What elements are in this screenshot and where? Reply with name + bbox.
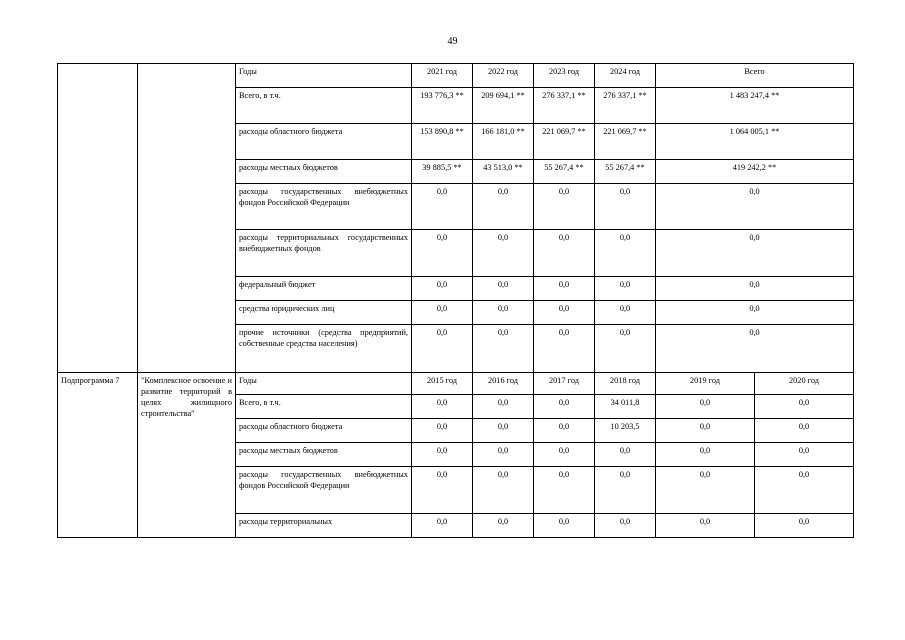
value-cell: 276 337,1 ** <box>595 88 656 124</box>
value-cell: 0,0 <box>656 443 755 467</box>
year-header: 2015 год <box>412 373 473 395</box>
total-cell: 0,0 <box>656 277 854 301</box>
value-cell: 0,0 <box>595 443 656 467</box>
row-label: расходы областного бюджета <box>236 419 412 443</box>
row-label: расходы областного бюджета <box>236 124 412 160</box>
value-cell: 0,0 <box>473 230 534 277</box>
value-cell: 0,0 <box>595 514 656 538</box>
value-cell: 0,0 <box>473 514 534 538</box>
value-cell: 193 776,3 ** <box>412 88 473 124</box>
value-cell: 55 267,4 ** <box>534 160 595 184</box>
year-header: 2019 год <box>656 373 755 395</box>
row-label: средства юридических лиц <box>236 301 412 325</box>
section-a-code-cell <box>58 64 138 373</box>
value-cell: 0,0 <box>755 467 854 514</box>
years-label: Годы <box>236 64 412 88</box>
value-cell: 0,0 <box>412 325 473 373</box>
funding-table <box>57 63 854 538</box>
years-label: Годы <box>236 373 412 395</box>
total-cell: 0,0 <box>656 184 854 230</box>
value-cell: 0,0 <box>473 443 534 467</box>
section-a-name-cell <box>138 64 236 373</box>
subprogram-code: Подпрограмма 7 <box>58 373 138 538</box>
value-cell: 0,0 <box>595 467 656 514</box>
value-cell: 276 337,1 ** <box>534 88 595 124</box>
value-cell: 43 513,0 ** <box>473 160 534 184</box>
value-cell: 0,0 <box>412 443 473 467</box>
value-cell: 0,0 <box>534 443 595 467</box>
total-cell: 0,0 <box>656 230 854 277</box>
row-label: расходы государственных внебюджетных фондов Российской Федерации <box>236 467 412 514</box>
value-cell: 0,0 <box>656 419 755 443</box>
row-label: Всего, в т.ч. <box>236 88 412 124</box>
year-header: 2018 год <box>595 373 656 395</box>
value-cell: 166 181,0 ** <box>473 124 534 160</box>
value-cell: 0,0 <box>656 514 755 538</box>
value-cell: 0,0 <box>412 230 473 277</box>
value-cell: 0,0 <box>534 514 595 538</box>
row-label: расходы местных бюджетов <box>236 160 412 184</box>
value-cell: 0,0 <box>534 395 595 419</box>
value-cell: 0,0 <box>656 395 755 419</box>
value-cell: 0,0 <box>595 325 656 373</box>
value-cell: 221 069,7 ** <box>595 124 656 160</box>
value-cell: 0,0 <box>473 184 534 230</box>
value-cell: 221 069,7 ** <box>534 124 595 160</box>
value-cell: 0,0 <box>534 419 595 443</box>
total-header: Всего <box>656 64 854 88</box>
year-header: 2021 год <box>412 64 473 88</box>
year-header: 2016 год <box>473 373 534 395</box>
value-cell: 39 885,5 ** <box>412 160 473 184</box>
value-cell: 0,0 <box>534 325 595 373</box>
value-cell: 34 011,8 <box>595 395 656 419</box>
value-cell: 153 890,8 ** <box>412 124 473 160</box>
row-label: расходы территориальных <box>236 514 412 538</box>
value-cell: 0,0 <box>656 467 755 514</box>
value-cell: 0,0 <box>595 277 656 301</box>
value-cell: 0,0 <box>412 514 473 538</box>
value-cell: 55 267,4 ** <box>595 160 656 184</box>
value-cell: 0,0 <box>412 467 473 514</box>
row-label: Всего, в т.ч. <box>236 395 412 419</box>
section-a-header-row <box>58 64 854 88</box>
total-cell: 419 242,2 ** <box>656 160 854 184</box>
row-label: прочие источники (средства предприятий, собственные средства населения) <box>236 325 412 373</box>
year-header: 2022 год <box>473 64 534 88</box>
value-cell: 0,0 <box>595 184 656 230</box>
value-cell: 0,0 <box>755 395 854 419</box>
value-cell: 0,0 <box>755 443 854 467</box>
total-cell: 0,0 <box>656 301 854 325</box>
total-cell: 1 064 005,1 ** <box>656 124 854 160</box>
value-cell: 0,0 <box>412 419 473 443</box>
value-cell: 0,0 <box>595 230 656 277</box>
value-cell: 0,0 <box>473 467 534 514</box>
row-label: расходы государственных внебюджетных фондов Российской Федерации <box>236 184 412 230</box>
value-cell: 0,0 <box>534 467 595 514</box>
value-cell: 0,0 <box>595 301 656 325</box>
row-label: расходы местных бюджетов <box>236 443 412 467</box>
value-cell: 0,0 <box>412 395 473 419</box>
value-cell: 10 203,5 <box>595 419 656 443</box>
year-header: 2024 год <box>595 64 656 88</box>
subprogram-name: "Комплексное освоение и развитие территорий в целях жилищного строительства" <box>138 373 236 538</box>
value-cell: 0,0 <box>534 184 595 230</box>
value-cell: 0,0 <box>473 395 534 419</box>
total-cell: 0,0 <box>656 325 854 373</box>
value-cell: 0,0 <box>534 230 595 277</box>
year-header: 2020 год <box>755 373 854 395</box>
value-cell: 0,0 <box>412 277 473 301</box>
row-label: федеральный бюджет <box>236 277 412 301</box>
value-cell: 0,0 <box>473 419 534 443</box>
value-cell: 0,0 <box>755 514 854 538</box>
row-label: расходы территориальных государственных внебюджетных фондов <box>236 230 412 277</box>
total-cell: 1 483 247,4 ** <box>656 88 854 124</box>
value-cell: 0,0 <box>412 184 473 230</box>
year-header: 2023 год <box>534 64 595 88</box>
value-cell: 0,0 <box>473 277 534 301</box>
value-cell: 0,0 <box>534 301 595 325</box>
value-cell: 0,0 <box>473 301 534 325</box>
year-header: 2017 год <box>534 373 595 395</box>
page-number: 49 <box>447 36 458 47</box>
section-b-header-row <box>58 373 854 395</box>
value-cell: 0,0 <box>534 277 595 301</box>
value-cell: 0,0 <box>473 325 534 373</box>
value-cell: 209 694,1 ** <box>473 88 534 124</box>
value-cell: 0,0 <box>755 419 854 443</box>
value-cell: 0,0 <box>412 301 473 325</box>
